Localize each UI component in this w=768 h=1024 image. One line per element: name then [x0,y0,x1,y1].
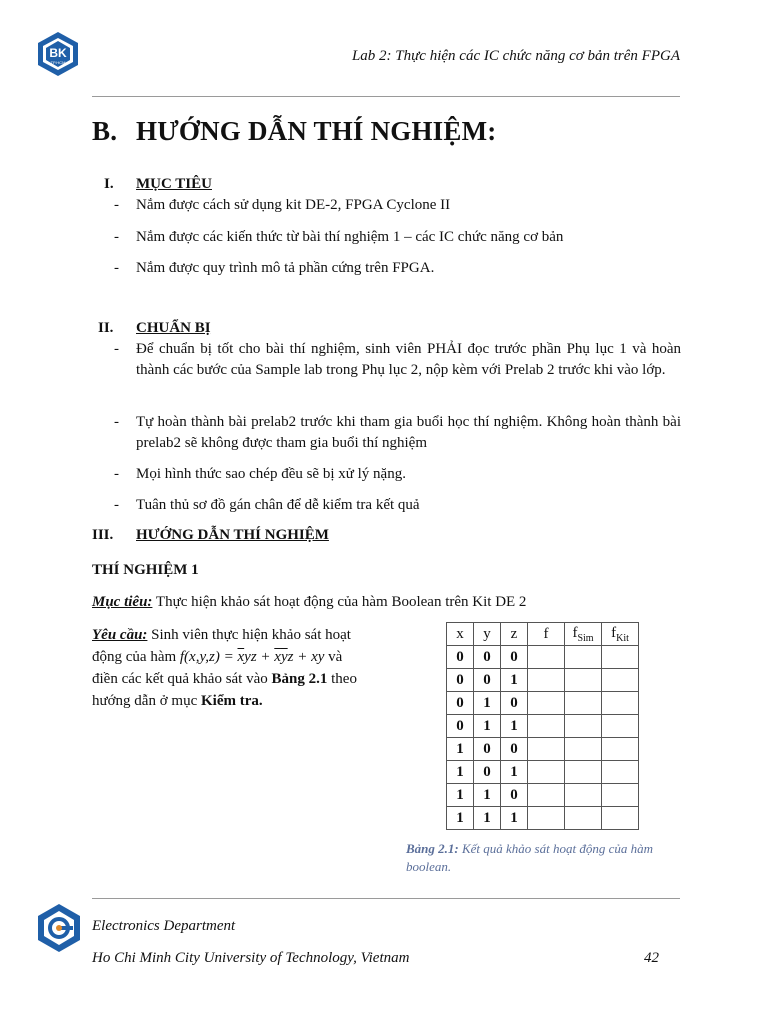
table-cell [565,761,602,784]
table-cell: 0 [474,738,501,761]
table-row [447,761,639,784]
table-cell [565,807,602,830]
footer-department: Electronics Department [92,918,236,934]
list-item [114,464,680,485]
table-cell: 1 [474,692,501,715]
request-text: theo hướng dẫn ở mục [92,671,357,709]
objective-label: Mục tiêu: [92,594,153,610]
table-cell: 1 [447,761,474,784]
table-cell [565,715,602,738]
table-cell: 0 [501,692,528,715]
list-item [114,258,680,279]
section-number: II. [98,320,114,336]
section-number: I. [104,176,114,192]
list-item-text: Để chuẩn bị tốt cho bài thí nghiệm, sinh viên PHẢI đọc trước phần Phụ lục 1 và hoàn thành các bước của Sample lab trong Phụ lục 2, nộp kèm với Prelab 2 trước khi vào lớp. [136,341,681,378]
table-cell: 1 [501,669,528,692]
section-heading-preparation [0,320,768,340]
table-cell: 1 [474,784,501,807]
table-cell: 1 [501,715,528,738]
page-number: 42 [644,950,659,966]
table-cell: 0 [447,692,474,715]
table-cell [565,692,602,715]
footer-university: Ho Chi Minh City University of Technology, Vietnam [92,950,410,966]
list-item-text: Nắm được các kiến thức từ bài thí nghiệm 1 – các IC chức năng cơ bản [136,229,564,245]
list-item [114,339,680,402]
footer-divider [92,898,680,899]
formula-lhs: f(x,y,z) = [179,649,238,665]
table-cell [528,669,565,692]
section-number: III. [92,527,114,543]
table-header-cell: $f_{Sim}$ [565,623,602,646]
experiment-request [92,624,365,712]
table-cell [528,784,565,807]
table-cell: 0 [501,738,528,761]
table-cell [602,784,639,807]
table-header-cell: $f_{Kit}$ [602,623,639,646]
table-header-cell: z [501,623,528,646]
table-cell: 1 [501,807,528,830]
table-cell [602,646,639,669]
table-cell: 0 [447,669,474,692]
bk-logo-text: BK [49,46,67,60]
bullet-dash: - [114,341,119,357]
table-caption [406,840,686,876]
bullet-dash: - [114,414,119,430]
section-title: HƯỚNG DẪN THÍ NGHIỆM [136,527,329,543]
table-cell: 0 [447,646,474,669]
table-cell [528,761,565,784]
table-row [447,646,639,669]
bullet-dash: - [114,260,119,276]
table-reference: Bảng 2.1 [271,671,328,687]
main-title [92,116,496,147]
table-row [447,715,639,738]
table-cell: 0 [474,669,501,692]
caption-label: Bảng 2.1: [406,841,459,856]
table-cell: 0 [474,646,501,669]
table-cell [528,807,565,830]
table-header-cell: x [447,623,474,646]
experiment-title: THÍ NGHIỆM 1 [92,562,199,578]
table-cell: 1 [474,715,501,738]
bk-logo [34,30,82,78]
department-logo [34,902,84,954]
table-cell: 1 [474,807,501,830]
table-row [447,669,639,692]
header-divider [92,96,680,97]
table-row [447,807,639,830]
table-cell: 0 [474,761,501,784]
list-item-text: Tuân thủ sơ đồ gán chân để dễ kiểm tra kết quả [136,497,420,513]
table-cell [565,669,602,692]
list-item [114,227,680,248]
list-item-text: Nắm được cách sử dụng kit DE-2, FPGA Cyclone II [136,197,451,213]
table-cell [528,738,565,761]
table-cell: 1 [501,761,528,784]
table-cell [602,761,639,784]
list-item [114,195,680,216]
request-text: Sinh viên thực hiện khảo sát hoạt động của hàm [92,627,351,665]
table-cell: 1 [447,784,474,807]
table-cell [602,692,639,715]
table-cell [602,669,639,692]
caption-text: Kết quả khảo sát hoạt động của hàm boolean. [406,841,653,874]
table-cell [565,738,602,761]
request-text: và điền các kết quả khảo sát vào [92,649,343,687]
table-row [447,692,639,715]
table-cell [565,784,602,807]
table-row [447,784,639,807]
table-header-cell: f [528,623,565,646]
table-header-row [447,623,639,646]
table-cell: 0 [501,784,528,807]
table-cell: 0 [501,646,528,669]
section-heading-objectives [0,176,768,196]
request-label: Yêu cầu: [92,627,148,643]
list-item [114,495,680,516]
table-cell [528,715,565,738]
section-title: MỤC TIÊU [136,176,212,192]
main-title-text: HƯỚNG DẪN THÍ NGHIỆM: [136,116,497,146]
table-cell [528,646,565,669]
list-item-text: Tự hoàn thành bài prelab2 trước khi tham gia buổi học thí nghiệm. Không hoàn thành bài prelab2 sẽ không được tham gia buổi thí nghiệm [136,414,681,451]
list-item-text: Mọi hình thức sao chép đều sẽ bị xử lý nặng. [136,466,406,482]
experiment-objective [92,594,526,611]
table-header-cell: y [474,623,501,646]
table-cell [602,715,639,738]
table-cell: 1 [447,738,474,761]
bullet-dash: - [114,466,119,482]
bk-logo-subtext: TP.HCM [50,60,66,65]
objective-text: Thực hiện khảo sát hoạt động của hàm Boolean trên Kit DE 2 [152,594,527,610]
table-cell [528,692,565,715]
section-reference: Kiểm tra. [200,693,263,709]
boolean-formula: $\overline{x}yz + \overline{x}\overline{y}z$ + xy [237,649,325,665]
bullet-dash: - [114,497,119,513]
table-cell [602,738,639,761]
table-row [447,738,639,761]
section-heading-instructions [0,527,768,547]
truth-table [446,622,639,830]
bullet-dash: - [114,229,119,245]
table-cell: 0 [447,715,474,738]
list-item [114,412,680,454]
bullet-dash: - [114,197,119,213]
table-cell [565,646,602,669]
main-title-number: B. [92,116,118,146]
table-cell [602,807,639,830]
table-cell: 1 [447,807,474,830]
list-item-text: Nắm được quy trình mô tả phần cứng trên FPGA. [136,260,435,276]
section-title: CHUẨN BỊ [136,320,211,336]
header-title: Lab 2: Thực hiện các IC chức năng cơ bản trên FPGA [351,48,680,64]
